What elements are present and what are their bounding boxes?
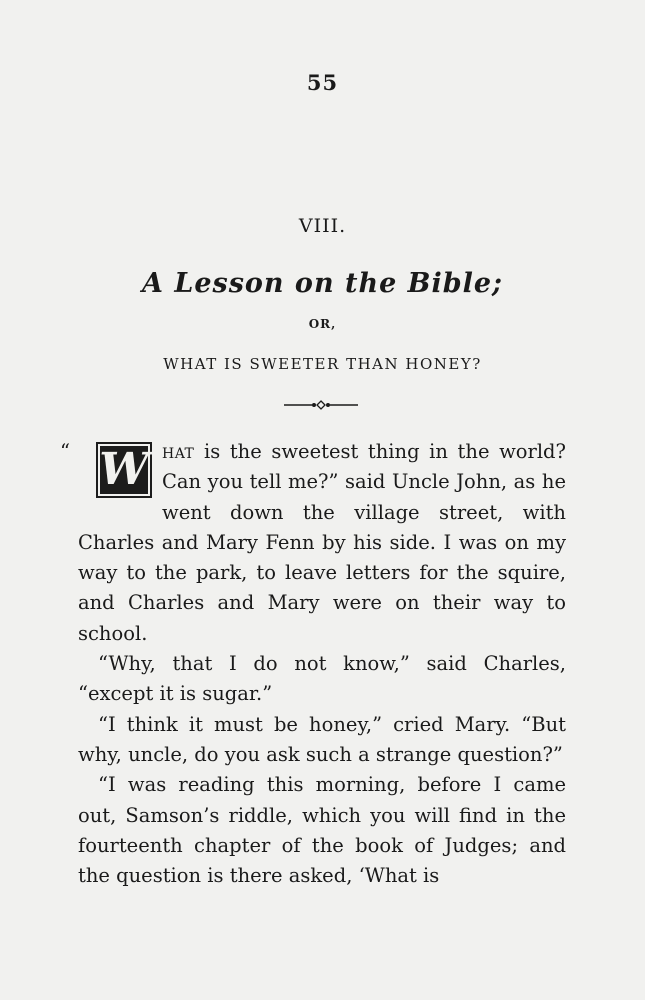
paragraph-1 (60, 437, 566, 649)
chapter-title: A Lesson on the Bible; (141, 268, 504, 299)
drop-cap-initial: W (96, 442, 152, 498)
chapter-subtitle: WHAT IS SWEETER THAN HONEY? (163, 355, 482, 373)
ornament-divider-icon (282, 397, 360, 413)
subtitle-or: OR, (308, 317, 337, 331)
paragraph-4: “I was reading this morning, before I came out, Samson’s riddle, which you will find in the fourteenth chapter of the book of Judges; and the question is there asked, ‘What is (78, 773, 566, 888)
chapter-number: VIII. (298, 215, 347, 237)
paragraph-1-text: is the sweetest thing in the world? Can you tell me?” said Uncle John, as he went down the village street, with Charles and Mary Fenn by his side. I was on my way to the park, to leave letters for the squire, and Charles and Mary were on their way to school. (78, 440, 566, 645)
page-number: 55 (306, 70, 339, 95)
paragraph-3: “I think it must be honey,” cried Mary. “But why, uncle, do you ask such a strange question?” (78, 712, 566, 766)
body-text (60, 437, 566, 891)
paragraph-2: “Why, that I do not know,” said Charles, “except it is sugar.” (78, 652, 566, 706)
opening-quote: “ (60, 440, 70, 463)
smallcaps-lead: hat (162, 440, 195, 463)
